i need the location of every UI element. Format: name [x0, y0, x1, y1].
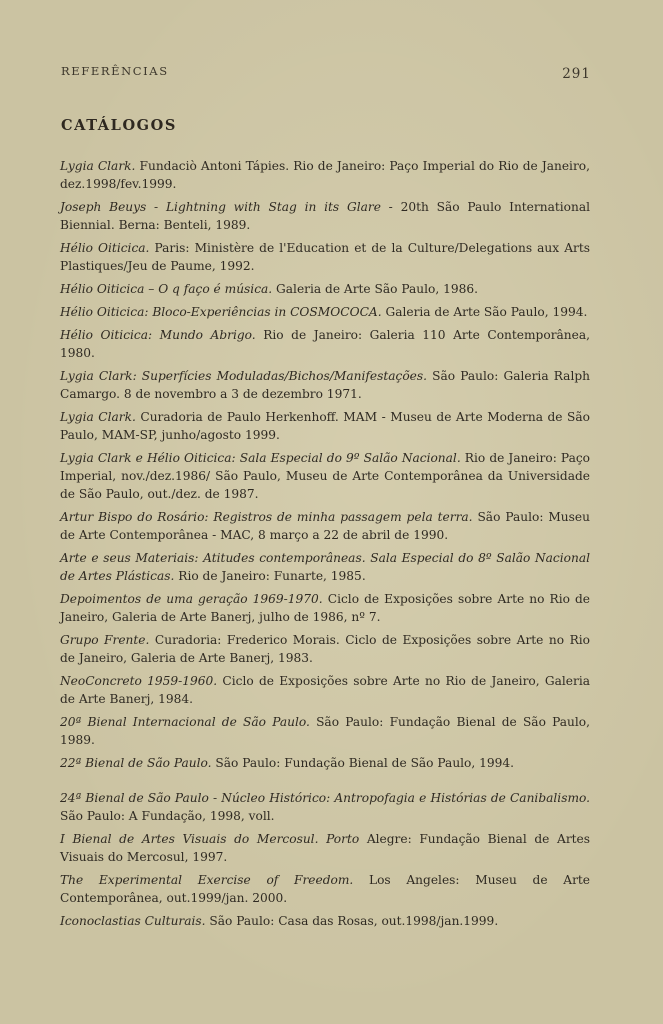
reference-list: [60, 157, 590, 935]
reference-entry: [60, 830, 590, 866]
reference-details: Rio de Janeiro: Funarte, 1985.: [174, 569, 366, 583]
page-number: 291: [562, 66, 591, 82]
reference-entry: [60, 713, 590, 749]
reference-details: Alegre: Fundação Bienal de Artes Visuais do Mercosul, 1997.: [60, 832, 591, 864]
reference-details: Paris: Ministère de l'Education et de la Culture/Delegations aux Arts Plastiques/Jeu de Paume, 1992.: [60, 241, 590, 273]
reference-entry: [60, 449, 590, 503]
reference-entry: [60, 871, 590, 907]
reference-title: Hélio Oiticica: Bloco-Experiências in COSMOCOCA.: [60, 305, 382, 319]
section-title: CATÁLOGOS: [61, 117, 177, 134]
reference-title: Hélio Oiticica – O q faço é música.: [60, 282, 273, 296]
reference-details: Los Angeles: Museu de Arte Contemporânea, out.1999/jan. 2000.: [60, 873, 590, 905]
reference-details: - 20th São Paulo International Biennial. Berna: Benteli, 1989.: [60, 200, 590, 232]
reference-title: Lygia Clark.: [60, 159, 136, 173]
reference-details: Ciclo de Exposições sobre Arte no Rio de Janeiro, Galeria de Arte Banerj, 1984.: [60, 674, 590, 706]
reference-title: 20ª Bienal Internacional de São Paulo.: [60, 715, 310, 729]
reference-entry: [60, 508, 590, 544]
reference-entry: [60, 326, 590, 362]
reference-title: Iconoclastias Culturais.: [60, 914, 206, 928]
running-head: REFERÊNCIAS: [61, 64, 169, 78]
reference-title: Lygia Clark e Hélio Oiticica: Sala Especial do 9º Salão Nacional.: [60, 451, 461, 465]
reference-title: Lygia Clark.: [60, 410, 136, 424]
reference-details: Rio de Janeiro: Galeria 110 Arte Contemporânea, 1980.: [60, 328, 590, 360]
reference-title: Joseph Beuys - Lightning with Stag in its Glare: [60, 200, 381, 214]
reference-entry: [60, 239, 590, 275]
reference-title: NeoConcreto 1959-1960.: [60, 674, 218, 688]
reference-title: Depoimentos de uma geração 1969-1970.: [60, 592, 323, 606]
reference-entry: [60, 408, 590, 444]
reference-entry: [60, 280, 590, 298]
reference-title: Hélio Oiticica: Mundo Abrigo.: [60, 328, 256, 342]
reference-entry: [60, 672, 590, 708]
reference-details: Rio de Janeiro: Paço Imperial, nov./dez.1986/ São Paulo, Museu de Arte Contemporânea da Universidade de São Paulo, out./dez. de 1987.: [60, 451, 590, 501]
reference-details: São Paulo: Fundação Bienal de São Paulo, 1994.: [211, 756, 515, 770]
reference-entry: [60, 549, 590, 585]
reference-entry: [60, 198, 590, 234]
reference-details: Ciclo de Exposições sobre Arte no Rio de Janeiro, Galeria de Arte Banerj, julho de 1986, nº 7.: [60, 592, 591, 624]
reference-details: Fundaciò Antoni Tápies. Rio de Janeiro: Paço Imperial do Rio de Janeiro, dez.1998/fev.1999.: [60, 159, 590, 191]
reference-entry: [60, 631, 590, 667]
reference-details: Galeria de Arte São Paulo, 1994.: [381, 305, 588, 319]
reference-title: I Bienal de Artes Visuais do Mercosul. Porto: [60, 832, 360, 846]
reference-entry: [60, 303, 590, 321]
reference-details: São Paulo: A Fundação, 1998, voll.: [60, 809, 275, 823]
reference-entry: [60, 912, 590, 930]
reference-title: The Experimental Exercise of Freedom.: [60, 873, 354, 887]
reference-details: São Paulo: Galeria Ralph Camargo. 8 de novembro a 3 de dezembro 1971.: [60, 369, 590, 401]
reference-entry: [60, 157, 590, 193]
reference-details: São Paulo: Fundação Bienal de São Paulo, 1989.: [60, 715, 591, 747]
reference-title: 24ª Bienal de São Paulo - Núcleo Histórico: Antropofagia e Histórias de Canibalismo.: [60, 791, 590, 805]
reference-details: Curadoria de Paulo Herkenhoff. MAM - Museu de Arte Moderna de São Paulo, MAM-SP, junho/agosto 1999.: [60, 410, 590, 442]
reference-entry: [60, 754, 590, 772]
reference-title: Artur Bispo do Rosário: Registros de minha passagem pela terra.: [60, 510, 473, 524]
reference-entry: [60, 367, 590, 403]
reference-title: Grupo Frente.: [60, 633, 150, 647]
reference-title: Lygia Clark: Superfícies Moduladas/Bichos/Manifestações.: [60, 369, 428, 383]
reference-entry: [60, 789, 590, 825]
reference-details: São Paulo: Casa das Rosas, out.1998/jan.1999.: [205, 914, 499, 928]
reference-title: Hélio Oiticica.: [60, 241, 150, 255]
reference-entry: [60, 590, 590, 626]
reference-details: Galeria de Arte São Paulo, 1986.: [272, 282, 478, 296]
reference-details: Curadoria: Frederico Morais. Ciclo de Exposições sobre Arte no Rio de Janeiro, Galeria de Arte Banerj, 1983.: [60, 633, 590, 665]
reference-details: São Paulo: Museu de Arte Contemporânea - MAC, 8 março a 22 de abril de 1990.: [60, 510, 590, 542]
reference-title: 22ª Bienal de São Paulo.: [60, 756, 212, 770]
reference-title: Arte e seus Materiais: Atitudes contemporâneas. Sala Especial do 8º Salão Nacional de Artes Plásticas.: [60, 551, 590, 583]
